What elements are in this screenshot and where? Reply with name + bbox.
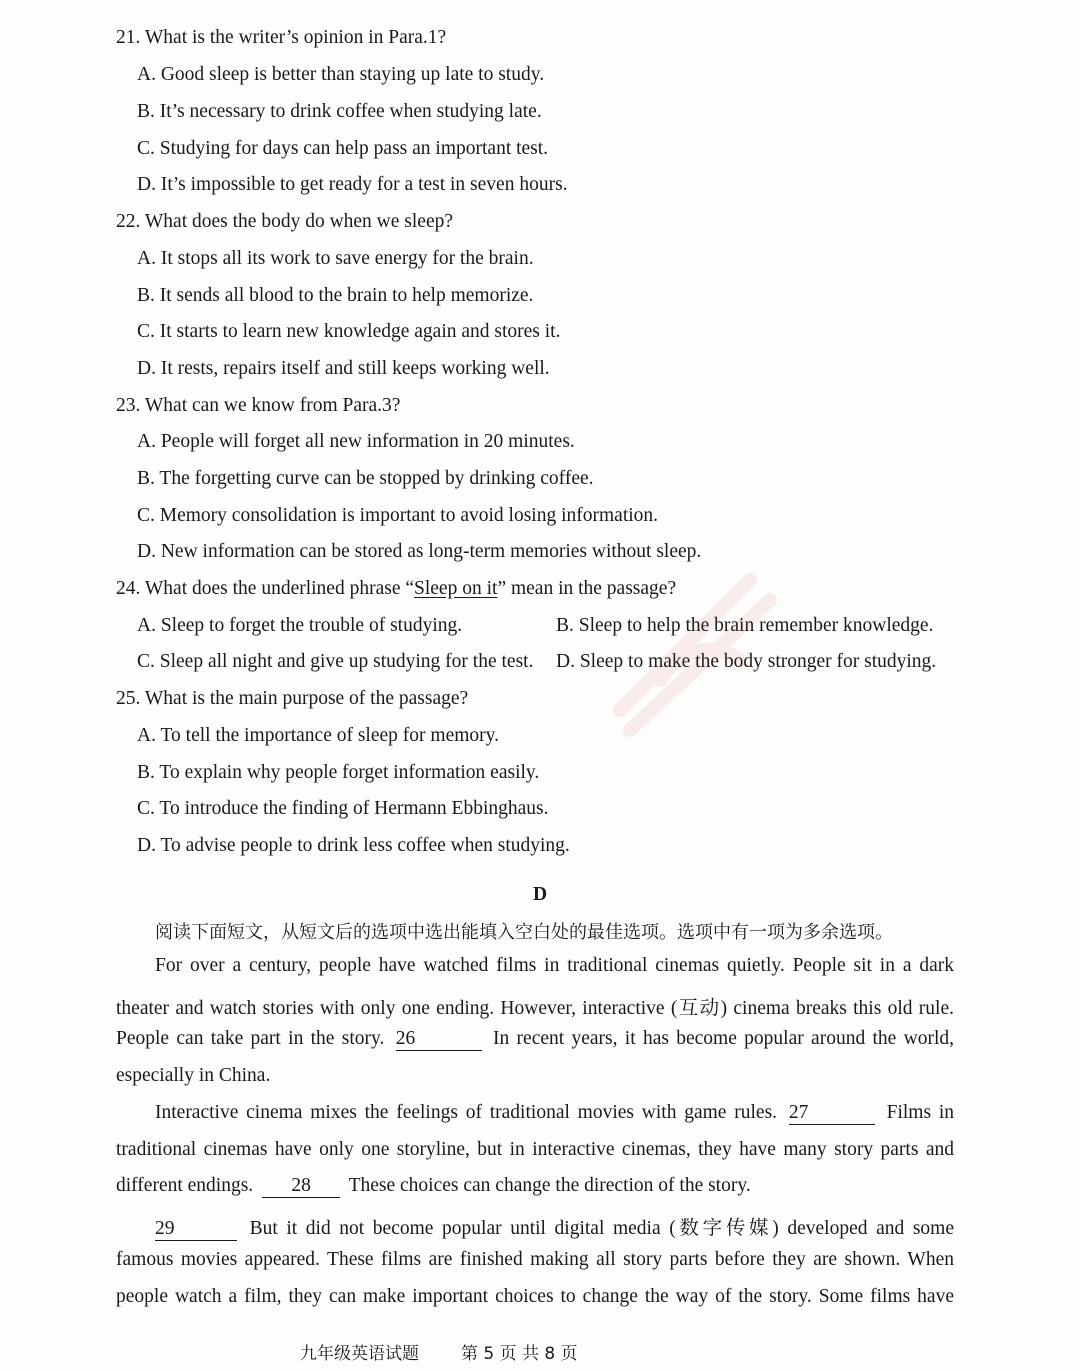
option-b: B. To explain why people forget information easily. bbox=[137, 762, 540, 783]
option-a: A. Sleep to forget the trouble of studying. bbox=[137, 615, 463, 636]
option-c: C. It starts to learn new knowledge again and stores it. bbox=[137, 321, 561, 342]
passage-text: But it did not become popular until digital media (数字传媒) developed and some bbox=[249, 1218, 954, 1239]
option-b: B. The forgetting curve can be stopped by drinking coffee. bbox=[137, 468, 594, 489]
passage-line bbox=[116, 1175, 751, 1198]
passage-line: theater and watch stories with only one ending. However, interactive (互动) cinema breaks this old rule. bbox=[116, 998, 954, 1019]
passage-line: For over a century, people have watched films in traditional cinemas quietly. People sit in a dark bbox=[155, 955, 954, 976]
option-c: C. Memory consolidation is important to avoid losing information. bbox=[137, 505, 659, 526]
footer-subject: 九年级英语试题 bbox=[300, 1344, 419, 1364]
option-d: D. To advise people to drink less coffee when studying. bbox=[137, 835, 570, 856]
blank-28: 28 bbox=[262, 1175, 340, 1198]
passage-line bbox=[116, 1028, 954, 1051]
passage-line: traditional cinemas have only one storyline, but in interactive cinemas, they have many story parts and bbox=[116, 1139, 954, 1160]
underlined-phrase: Sleep on it bbox=[414, 578, 498, 599]
passage-line: people watch a film, they can make important choices to change the way of the story. Some films have bbox=[116, 1286, 954, 1307]
stem-text: 24. What does the underlined phrase “ bbox=[116, 578, 415, 599]
option-b: B. Sleep to help the brain remember knowledge. bbox=[556, 615, 934, 636]
option-d: D. Sleep to make the body stronger for studying. bbox=[556, 651, 937, 672]
option-b: B. It’s necessary to drink coffee when studying late. bbox=[137, 101, 542, 122]
stem-text: ” mean in the passage? bbox=[497, 578, 677, 599]
passage-text: People can take part in the story. bbox=[116, 1028, 385, 1049]
blank-26: 26 bbox=[396, 1028, 482, 1051]
section-heading: D bbox=[532, 884, 548, 905]
section-instruction: 阅读下面短文，从短文后的选项中选出能填入空白处的最佳选项。选项中有一项为多余选项。 bbox=[155, 922, 893, 943]
passage-text: These choices can change the direction of the story. bbox=[348, 1175, 751, 1196]
option-c: C. Sleep all night and give up studying for the test. bbox=[137, 651, 534, 672]
passage-line bbox=[155, 1212, 954, 1241]
blank-29: 29 bbox=[155, 1218, 237, 1241]
option-c: C. Studying for days can help pass an important test. bbox=[137, 138, 549, 159]
question-stem: 22. What does the body do when we sleep? bbox=[116, 211, 454, 232]
passage-text: In recent years, it has become popular around the world, bbox=[493, 1028, 955, 1049]
page-footer bbox=[300, 1339, 620, 1364]
footer-page-number: 第 5 页 共 8 页 bbox=[461, 1344, 578, 1364]
passage-line bbox=[155, 1102, 954, 1125]
option-a: A. It stops all its work to save energy for the brain. bbox=[137, 248, 534, 269]
question-stem bbox=[116, 578, 676, 600]
blank-27: 27 bbox=[789, 1102, 875, 1125]
option-a: A. People will forget all new information in 20 minutes. bbox=[137, 431, 575, 452]
option-d: D. It rests, repairs itself and still keeps working well. bbox=[137, 358, 550, 379]
option-c: C. To introduce the finding of Hermann Ebbinghaus. bbox=[137, 798, 549, 819]
question-stem: 25. What is the main purpose of the passage? bbox=[116, 688, 469, 709]
question-stem: 21. What is the writer’s opinion in Para.1? bbox=[116, 27, 447, 48]
question-stem: 23. What can we know from Para.3? bbox=[116, 395, 401, 416]
option-d: D. It’s impossible to get ready for a test in seven hours. bbox=[137, 174, 568, 195]
passage-line: famous movies appeared. These films are finished making all story parts before they are shown. When bbox=[116, 1249, 954, 1270]
passage-text: different endings. bbox=[116, 1175, 254, 1196]
option-a: A. Good sleep is better than staying up late to study. bbox=[137, 64, 545, 85]
passage-text: Interactive cinema mixes the feelings of traditional movies with game rules. bbox=[155, 1102, 778, 1123]
option-a: A. To tell the importance of sleep for memory. bbox=[137, 725, 499, 746]
passage-text: Films in bbox=[886, 1102, 955, 1123]
option-d: D. New information can be stored as long-term memories without sleep. bbox=[137, 541, 702, 562]
option-b: B. It sends all blood to the brain to help memorize. bbox=[137, 285, 534, 306]
watermark-stamp bbox=[600, 560, 780, 750]
passage-line: especially in China. bbox=[116, 1065, 271, 1086]
